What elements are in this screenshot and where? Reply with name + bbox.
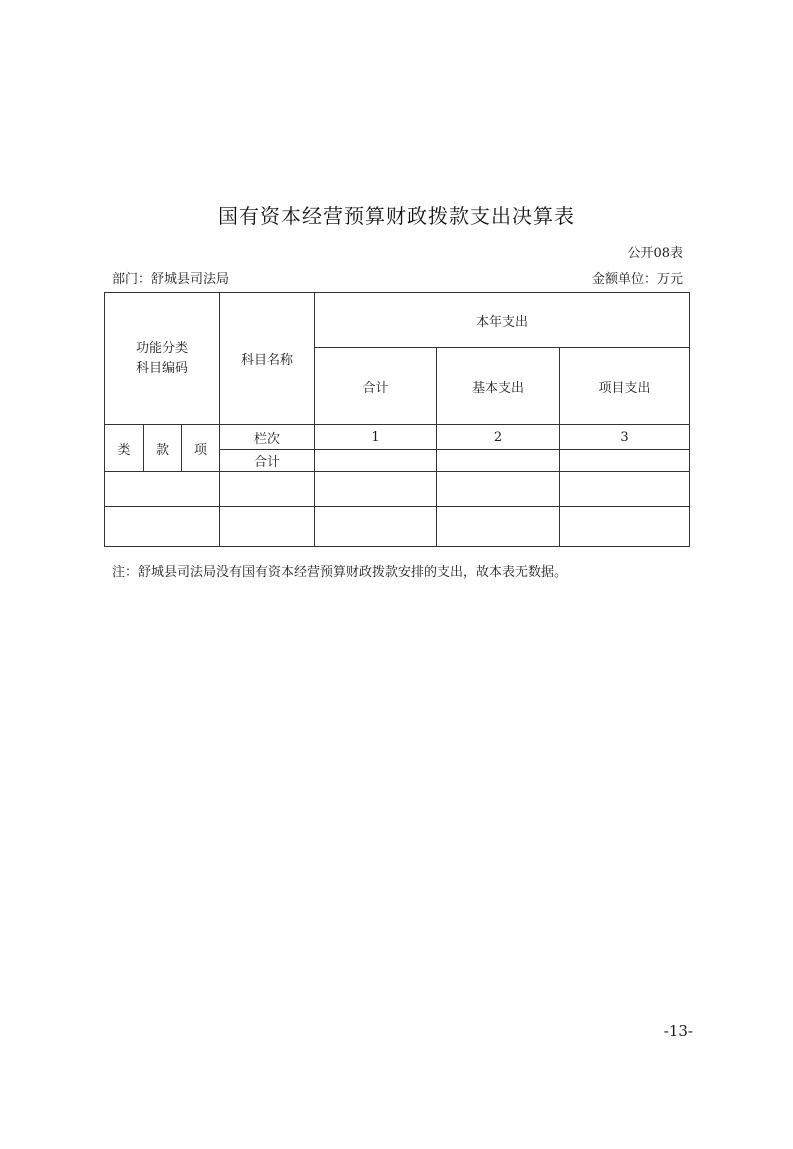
total-row-cell: [437, 450, 560, 472]
column-number-label: 栏次: [220, 425, 315, 450]
empty-cell: [220, 472, 315, 507]
empty-cell: [560, 507, 690, 547]
form-code: 公开08表: [627, 246, 683, 261]
code-item-header: 项: [182, 425, 220, 472]
subject-name-header: 科目名称: [220, 293, 315, 425]
empty-row: [105, 507, 690, 547]
column-number-row: [105, 425, 690, 450]
page-number: -13-: [663, 1022, 693, 1040]
functional-code-line2: 科目编码: [135, 360, 188, 376]
empty-cell: [560, 472, 690, 507]
total-row-label: 合计: [220, 450, 315, 472]
functional-code-header: [105, 293, 220, 425]
basic-expense-column-header: 基本支出: [437, 348, 560, 425]
project-expense-column-header: 项目支出: [560, 348, 690, 425]
empty-cell: [220, 507, 315, 547]
header-row-1: [105, 293, 690, 348]
total-row-cell: [560, 450, 690, 472]
footnote: 注：舒城县司法局没有国有资本经营预算财政拨款安排的支出，故本表无数据。: [112, 565, 568, 580]
unit-label: 金额单位：万元: [591, 272, 683, 287]
code-section-header: 款: [144, 425, 182, 472]
total-row-cell: [315, 450, 437, 472]
column-number-1: 1: [315, 425, 437, 450]
page-title: 国有资本经营预算财政拨款支出决算表: [218, 204, 575, 228]
empty-cell: [105, 472, 220, 507]
column-number-2: 2: [437, 425, 560, 450]
empty-cell: [315, 507, 437, 547]
empty-row: [105, 472, 690, 507]
budget-table: [104, 292, 690, 547]
empty-cell: [315, 472, 437, 507]
empty-cell: [437, 507, 560, 547]
functional-code-line1: 功能分类: [135, 340, 188, 356]
code-class-header: 类: [105, 425, 144, 472]
empty-cell: [437, 472, 560, 507]
current-year-expense-header: 本年支出: [315, 293, 690, 348]
total-column-header: 合计: [315, 348, 437, 425]
department-label: 部门：舒城县司法局: [112, 272, 230, 287]
empty-cell: [105, 507, 220, 547]
column-number-3: 3: [560, 425, 690, 450]
